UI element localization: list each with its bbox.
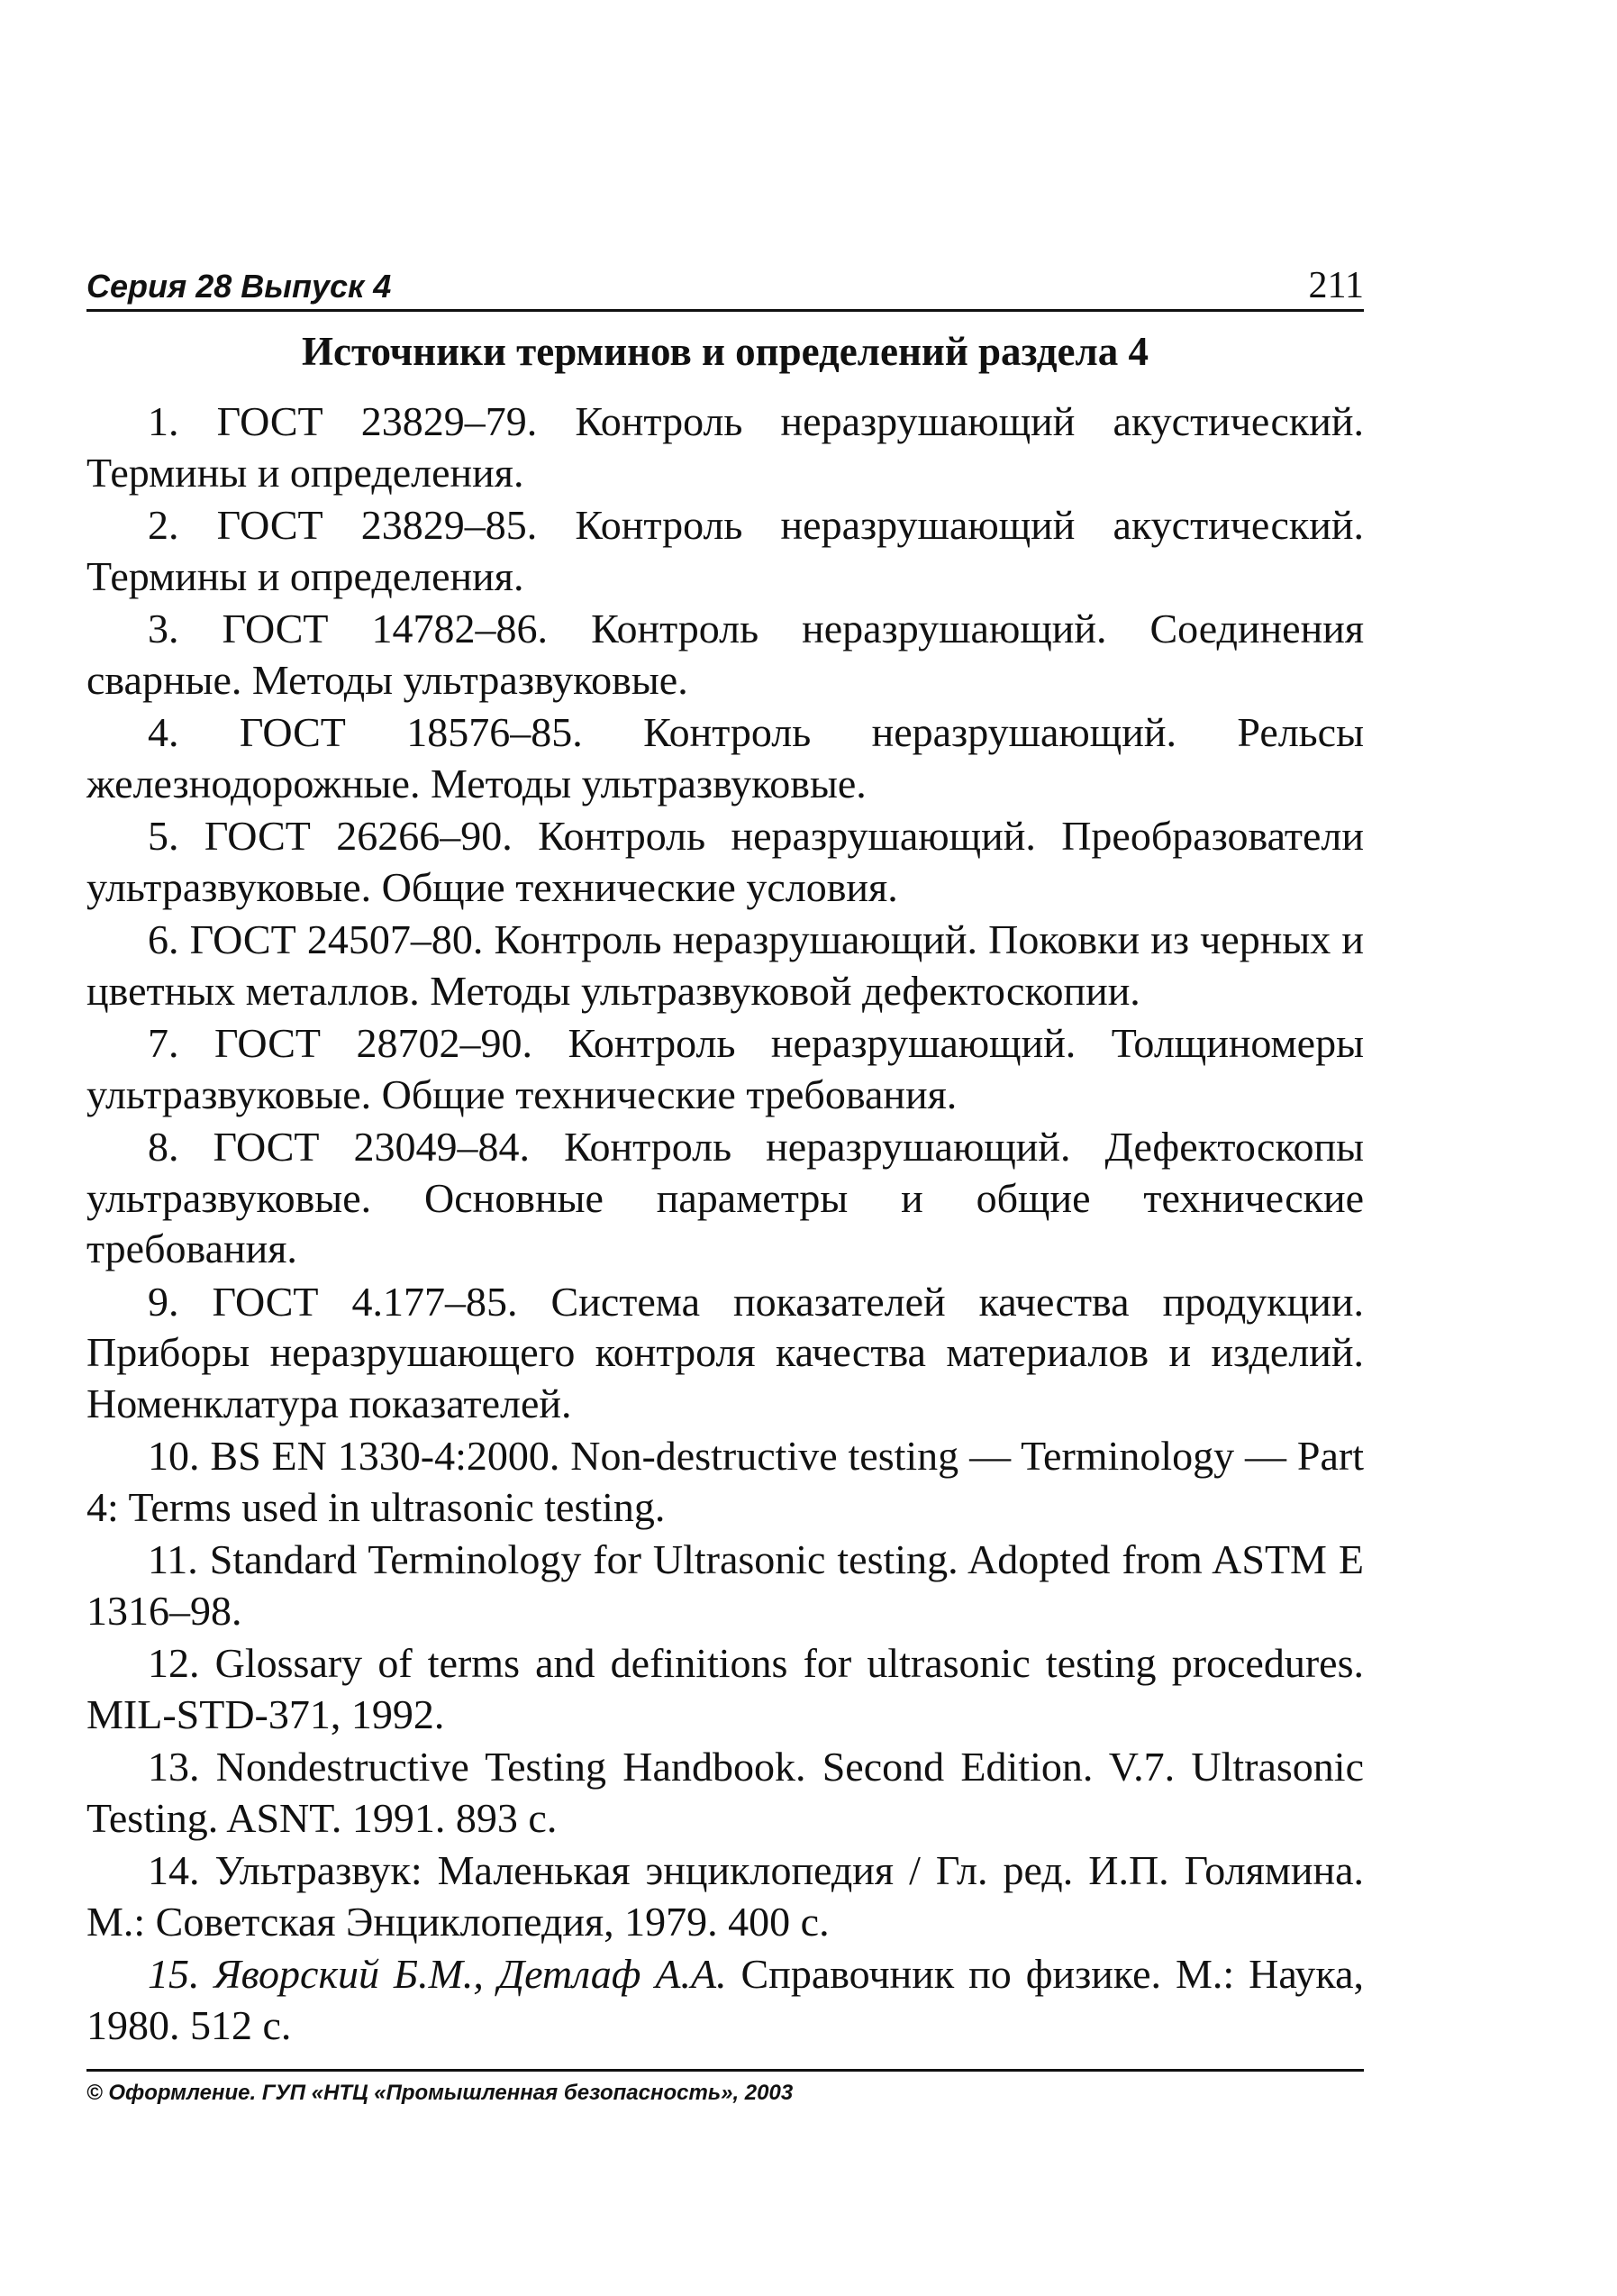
source-author: 15. Яворский Б.М., Детлаф А.А. bbox=[148, 1951, 727, 1997]
source-text: 2. ГОСТ 23829–85. Контроль неразрушающий акустический. Термины и определения. bbox=[86, 502, 1364, 599]
source-item bbox=[86, 1535, 1364, 1636]
source-text: 1. ГОСТ 23829–79. Контроль неразрушающий акустический. Термины и определения. bbox=[86, 398, 1364, 496]
source-text: 12. Glossary of terms and definitions for ultrasonic testing procedures. MIL-STD-371, 1992. bbox=[86, 1640, 1364, 1737]
source-item bbox=[86, 604, 1364, 706]
source-text: 7. ГОСТ 28702–90. Контроль неразрушающий. Толщиномеры ультразвуковые. Общие технические требования. bbox=[86, 1020, 1364, 1117]
source-text: 14. Ультразвук: Маленькая энциклопедия / Гл. ред. И.П. Голямина. М.: Советская Энциклопедия, 1979. 400 с. bbox=[86, 1847, 1364, 1945]
source-item bbox=[86, 396, 1364, 498]
source-text: Справочник по физике. М.: Наука, 1980. 512 с. bbox=[86, 1951, 1364, 2048]
source-text: 10. BS EN 1330-4:2000. Non-destructive testing — Terminology — Part 4: Terms used in ultrasonic testing. bbox=[86, 1433, 1364, 1530]
source-text: 13. Nondestructive Testing Handbook. Second Edition. V.7. Ultrasonic Testing. ASNT. 1991. 893 с. bbox=[86, 1744, 1364, 1841]
source-item bbox=[86, 1949, 1364, 2051]
source-text: 5. ГОСТ 26266–90. Контроль неразрушающий. Преобразователи ультразвуковые. Общие технические условия. bbox=[86, 813, 1364, 910]
source-item bbox=[86, 1277, 1364, 1430]
sources-list bbox=[86, 396, 1364, 2053]
source-text: 11. Standard Terminology for Ultrasonic testing. Adopted from ASTM E 1316–98. bbox=[86, 1536, 1364, 1634]
source-item bbox=[86, 1122, 1364, 1275]
source-text: 9. ГОСТ 4.177–85. Система показателей качества продукции. Приборы неразрушающего контроля качества материалов и изделий. Номенклатура показателей. bbox=[86, 1278, 1364, 1426]
source-text: 3. ГОСТ 14782–86. Контроль неразрушающий. Соединения сварные. Методы ультразвуковые. bbox=[86, 606, 1364, 703]
series-label: Серия 28 Выпуск 4 bbox=[86, 268, 392, 305]
section-title: Источники терминов и определений раздела 4 bbox=[301, 329, 1149, 374]
footer-rule bbox=[86, 2069, 1364, 2072]
source-item bbox=[86, 1018, 1364, 1120]
source-item bbox=[86, 1845, 1364, 1947]
copyright-note: © Оформление. ГУП «НТЦ «Промышленная безопасность», 2003 bbox=[86, 2081, 794, 2105]
source-item bbox=[86, 1638, 1364, 1740]
source-text: 4. ГОСТ 18576–85. Контроль неразрушающий. Рельсы железнодорожные. Методы ультразвуковые. bbox=[86, 709, 1364, 806]
source-item bbox=[86, 1742, 1364, 1844]
source-item bbox=[86, 915, 1364, 1016]
page-number: 211 bbox=[1308, 265, 1364, 306]
source-item bbox=[86, 1431, 1364, 1533]
source-item bbox=[86, 707, 1364, 809]
source-text: 6. ГОСТ 24507–80. Контроль неразрушающий. Поковки из черных и цветных металлов. Методы ультразвуковой дефектоскопии. bbox=[86, 916, 1364, 1014]
running-header bbox=[86, 255, 1364, 312]
source-text: 8. ГОСТ 23049–84. Контроль неразрушающий. Дефектоскопы ультразвуковые. Основные параметры и общие технические требования. bbox=[86, 1124, 1364, 1271]
source-item bbox=[86, 500, 1364, 602]
source-item bbox=[86, 811, 1364, 913]
